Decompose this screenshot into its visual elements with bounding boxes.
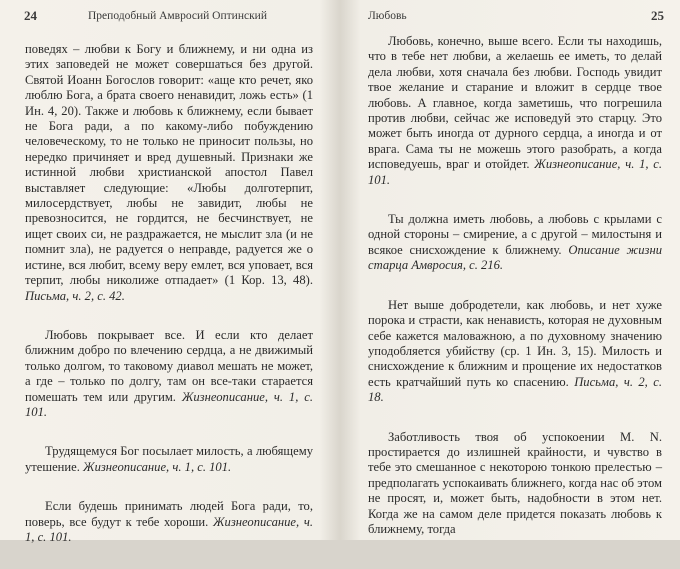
source-citation: Описание жизни старца Амвросия, с. 216. (368, 242, 662, 273)
paragraph-text: Если будешь принимать людей Бога ради, то, поверь, все будут к тебе хороши. (25, 499, 313, 529)
right-running-head: Любовь (368, 10, 407, 22)
source-citation: Жизнеописание, ч. 1, с. 101. (368, 157, 663, 187)
paragraph-text: Заботливость твоя об успокоении M. N. простирается до излишней крайности, и чувство в тебе это смешанное с некоторою тонкою прелестью – предполагать успокаивать ближнего, когда нас об этом не просят, и, может быть, надобности в этом нет. Когда же на самом деле придется показать любовь к ближнему, тогда (368, 429, 662, 536)
paragraph-text: Ты должна иметь любовь, а любовь с крылами с одной стороны – смирение, а с другой – милостыня и всякое снисхождение к ближнему. (368, 212, 662, 257)
left-page-body (25, 42, 313, 569)
left-running-head: Преподобный Амвросий Оптинский (88, 10, 267, 22)
paragraph (25, 42, 313, 304)
paragraph-text: Любовь, конечно, выше всего. Если ты находишь, что в тебе нет любви, а желаешь ее иметь, то делай дела любви, хотя сначала без любви. Господь увидит твое желание и старание и вложит в сердце твое любовь. А главное, когда заметишь, что погрешила против любви, сейчас же исповедуй это старцу. Это может быть иногда от дурного сердца, а иногда и от врага. Сама ты не можешь этого разобрать, а когда исповедуешь, враг и отойдет. (368, 34, 662, 172)
left-page-number: 24 (24, 8, 37, 23)
paragraph-text: Любовь покрывает все. И если кто делает ближним добро по влечению сердца, а не движимый только долгом, то таковому диавол мешать не может, а где – только по долгу, там он все-таки старается помешать тем или другим. (25, 327, 313, 404)
left-page (0, 0, 340, 544)
paragraph (368, 34, 662, 188)
paragraph-text: Нет выше добродетели, как любовь, и нет хуже порока и страсти, как ненависть, которая не духовным себе кажется маловажною, а по духовному значению уподобляется убийству (ср. 1 Ин. 3, 15). Милость и снисхождение к ближним и прощение их недостатков есть кратчайший путь ко спасению. (368, 297, 662, 389)
paragraph (368, 430, 662, 538)
right-page (340, 0, 680, 540)
paragraph (368, 212, 662, 274)
source-citation: Письма, ч. 2, с. 18. (368, 374, 662, 405)
source-citation: Жизнеописание, ч. 1, с. 101. (83, 459, 232, 474)
source-citation: Жизнеописание, ч. 1, с. 101. (25, 514, 313, 544)
paragraph (25, 499, 313, 545)
source-citation: Письма, ч. 2, с. 42. (25, 288, 125, 303)
paragraph-text: Трудящемуся Бог посылает милость, а любящему утешение. (25, 444, 313, 474)
source-citation: Жизнеописание, ч. 1, с. 101. (25, 389, 314, 419)
left-page-header (24, 9, 314, 27)
right-page-header (368, 9, 664, 27)
right-page-body (368, 34, 662, 561)
paragraph (368, 298, 662, 406)
paragraph (25, 444, 313, 475)
paragraph (25, 328, 313, 420)
right-page-number: 25 (651, 8, 664, 23)
paragraph-text: поведях – любви к Богу и ближнему, и ни одна из этих заповедей не может совершаться без другой. Святой Иоанн Богослов говорит: «аще кто речет, яко люблю Бога, а брата своего ненавидит, ложь есть» (1 Ин. 4, 20). Также и любовь к ближнему, если бывает не Бога ради, а по какому-либо побуждению человеческому, то не только не приносит пользы, но нередко причиняет и вред душевный. Признаки же истинной любви христианской апостол Павел выставляет следующие: «Любы долготерпит, милосердствует, любы не завидит, любы не превозносится, не гордится, не бесчинствует, не ищет своих си, не раздражается, не мыслит зла (и не помнит зла), не радуется о неправде, радуется же о истине, вся любит, всему веру емлет, вся уповает, вся терпит, любы николиже отпадает» (1 Кор. 13, 48). (25, 42, 313, 288)
